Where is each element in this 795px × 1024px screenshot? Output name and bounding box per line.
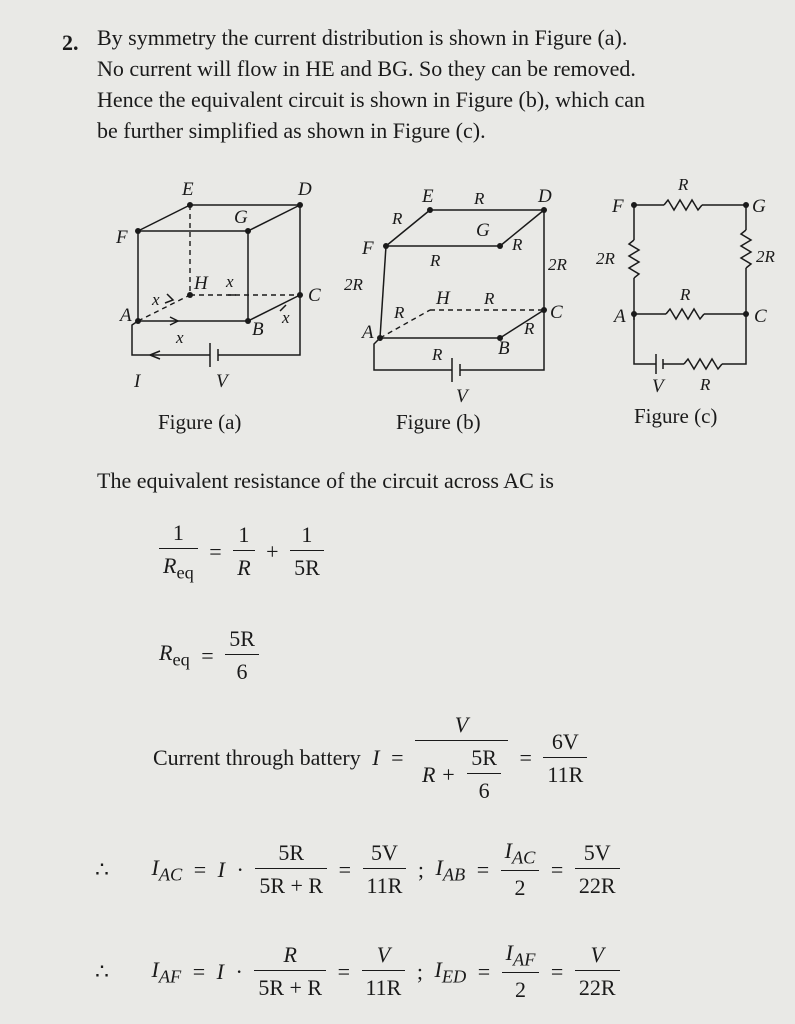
iab-lhs	[436, 855, 466, 885]
den: 22R	[578, 873, 616, 899]
den	[159, 549, 198, 583]
frac-v-over-22r	[575, 942, 620, 1001]
dot-op: ·	[236, 856, 244, 882]
sub-af: AF	[158, 965, 182, 986]
fig-b-label-H: H	[436, 288, 450, 309]
fig-c-label-2R2: 2R	[756, 247, 775, 266]
req-subscript: eq	[176, 562, 194, 583]
fig-b-label-A: A	[362, 322, 374, 343]
equation-req-reciprocal	[156, 520, 327, 583]
problem-number: 2.	[62, 30, 79, 55]
fig-a-label-x2: x	[226, 272, 234, 291]
frac-5r-over-5r-plus-r	[255, 840, 327, 899]
fig-a-label-E: E	[182, 179, 194, 200]
semicolon: ;	[416, 958, 423, 984]
sub-ed: ED	[441, 965, 467, 986]
num: 5V	[363, 840, 407, 869]
problem-paragraph	[97, 22, 787, 146]
equation-iac-iab	[92, 838, 623, 901]
den: 6	[236, 659, 248, 684]
dot-op: ·	[235, 958, 243, 984]
num: 5R	[225, 626, 259, 655]
equals-sign: =	[192, 958, 206, 984]
lead-sentence	[97, 468, 554, 494]
sub-ab: AB	[442, 863, 466, 884]
num: V	[362, 942, 406, 971]
r-plus: R +	[421, 761, 456, 787]
fig-b-label-2R1: 2R	[548, 255, 567, 274]
den: 5R	[294, 555, 320, 581]
figure-a	[110, 175, 330, 395]
para-line-4: be further simplified as shown in Figure (c).	[97, 118, 486, 143]
i-symbol: I	[151, 854, 159, 880]
lead-text: The equivalent resistance of the circuit across AC is	[97, 468, 554, 493]
req-symbol: R	[159, 640, 173, 666]
num: 6V	[543, 729, 587, 758]
frac-5v-over-11r	[363, 840, 407, 899]
fig-b-label-C: C	[550, 302, 563, 323]
fig-c-label-R1: R	[678, 175, 689, 194]
frac-6v-over-11r	[543, 729, 587, 788]
den: 11R	[365, 975, 402, 1001]
therefore-symbol: ∴	[95, 856, 109, 882]
fig-b-label-B: B	[498, 338, 510, 359]
req-subscript: eq	[172, 649, 190, 670]
frac-1-over-req	[159, 520, 198, 583]
fig-a-label-A: A	[120, 305, 132, 326]
semicolon: ;	[417, 856, 424, 882]
fig-b-label-2R2: 2R	[344, 275, 363, 294]
num: 1	[233, 522, 254, 551]
frac-iaf-over-2	[502, 940, 540, 1003]
fig-c-label-A: A	[614, 306, 626, 327]
den: 2	[514, 875, 526, 901]
figure-a-diagram	[110, 175, 330, 395]
fig-a-label-I: I	[134, 371, 141, 392]
iaf-lhs	[152, 957, 182, 987]
figure-a-caption: Figure (a)	[158, 410, 242, 434]
den: 11R	[547, 761, 584, 787]
current-symbol: I	[372, 745, 380, 770]
fig-b-label-R7: R	[524, 319, 535, 338]
fig-b-label-R5: R	[394, 303, 405, 322]
fig-b-label-R4: R	[430, 251, 441, 270]
den	[415, 741, 508, 804]
fig-a-label-V: V	[216, 371, 228, 392]
frac-iac-over-2	[501, 838, 540, 901]
fig-b-label-G: G	[476, 220, 490, 241]
frac-v-over-r-plus	[415, 712, 508, 804]
frac-1-over-5r	[290, 522, 324, 581]
frac-v-over-11r	[362, 942, 406, 1001]
den: 6	[478, 778, 490, 803]
sub-ac-2: AC	[511, 847, 536, 868]
num: 1	[290, 522, 324, 551]
num: R	[254, 942, 326, 971]
fig-a-label-D: D	[298, 179, 312, 200]
fig-c-label-G: G	[752, 196, 766, 217]
i-symbol-3: I	[435, 854, 443, 880]
figure-c-diagram	[596, 172, 790, 397]
equals-sign: =	[209, 538, 222, 564]
num: 5V	[575, 840, 620, 869]
fig-b-label-R3: R	[512, 235, 523, 254]
fig-a-label-F: F	[116, 227, 128, 248]
den: 5R + R	[258, 975, 323, 1001]
equals-sign: =	[193, 856, 207, 882]
equals-sign-2: =	[337, 958, 350, 984]
i-symbol-4: I	[505, 940, 513, 965]
para-line-3: Hence the equivalent circuit is shown in Figure (b), which can	[97, 87, 646, 112]
fig-c-label-R2: R	[680, 285, 691, 304]
i-symbol-3: I	[434, 956, 442, 982]
i-symbol: I	[151, 956, 159, 982]
num: 5R	[255, 840, 327, 869]
num: V	[575, 942, 620, 971]
iac-lhs	[152, 855, 183, 885]
equals-sign-4: =	[550, 856, 564, 882]
fig-a-label-x3: x	[176, 328, 184, 347]
fig-b-label-R8: R	[432, 345, 443, 364]
equals-sign-3: =	[476, 856, 490, 882]
num: V	[415, 712, 508, 741]
figure-b	[340, 188, 570, 408]
figure-c	[596, 172, 790, 397]
req-symbol: R	[163, 553, 177, 578]
i-symbol-2: I	[217, 856, 225, 882]
den: 11R	[366, 873, 403, 899]
therefore-symbol: ∴	[95, 958, 109, 984]
sub-af-2: AF	[513, 949, 536, 970]
equals-sign-2: =	[519, 745, 532, 770]
num: 1	[159, 520, 198, 549]
req-lhs	[159, 640, 190, 670]
fig-a-label-G: G	[234, 207, 248, 228]
den: R	[237, 555, 251, 581]
fig-b-label-R6: R	[484, 289, 495, 308]
num	[501, 838, 540, 871]
den: 2	[515, 977, 527, 1003]
i-symbol-2: I	[216, 958, 224, 984]
fig-b-label-E: E	[422, 186, 434, 207]
fig-b-label-D: D	[538, 186, 552, 207]
equation-iaf-ied	[92, 940, 623, 1003]
current-label: Current through battery	[153, 745, 361, 770]
fig-a-label-H: H	[194, 273, 208, 294]
para-line-1: By symmetry the current distribution is shown in Figure (a).	[97, 25, 628, 50]
fig-b-label-R1: R	[392, 209, 403, 228]
fig-a-label-x4: x	[282, 308, 290, 327]
fig-c-label-2R1: 2R	[596, 249, 615, 268]
num: 5R	[467, 745, 501, 774]
frac-5r-over-6-inner	[467, 745, 501, 804]
plus-sign: +	[266, 538, 279, 564]
fig-c-label-V: V	[652, 376, 664, 397]
i-symbol-4: I	[504, 838, 512, 863]
equation-battery-current	[150, 712, 590, 804]
frac-5r-over-6	[225, 626, 259, 685]
den: 5R + R	[259, 873, 324, 899]
equals-sign: =	[201, 642, 214, 668]
figure-c-caption: Figure (c)	[634, 404, 718, 428]
frac-1-over-r	[233, 522, 254, 581]
fig-a-label-x1: x	[152, 290, 160, 309]
fig-c-label-F: F	[612, 196, 624, 217]
equals-sign: =	[391, 745, 404, 770]
fig-c-label-R3: R	[700, 375, 711, 394]
fig-a-label-C: C	[308, 285, 321, 306]
frac-5v-over-22r	[575, 840, 620, 899]
frac-r-over-5r-plus-r	[254, 942, 326, 1001]
num	[502, 940, 540, 973]
equation-req-value	[156, 626, 262, 685]
ied-lhs	[434, 957, 466, 987]
figure-b-caption: Figure (b)	[396, 410, 481, 434]
fig-b-label-R2: R	[474, 189, 485, 208]
equals-sign-4: =	[550, 958, 564, 984]
sub-ac: AC	[158, 863, 183, 884]
fig-b-label-F: F	[362, 238, 374, 259]
fig-c-label-C: C	[754, 306, 767, 327]
fig-b-label-V: V	[456, 386, 468, 407]
equals-sign-2: =	[338, 856, 352, 882]
figure-b-diagram	[340, 188, 570, 408]
den: 22R	[578, 975, 616, 1001]
fig-a-label-B: B	[252, 319, 264, 340]
equals-sign-3: =	[477, 958, 491, 984]
para-line-2: No current will flow in HE and BG. So they can be removed.	[97, 56, 636, 81]
